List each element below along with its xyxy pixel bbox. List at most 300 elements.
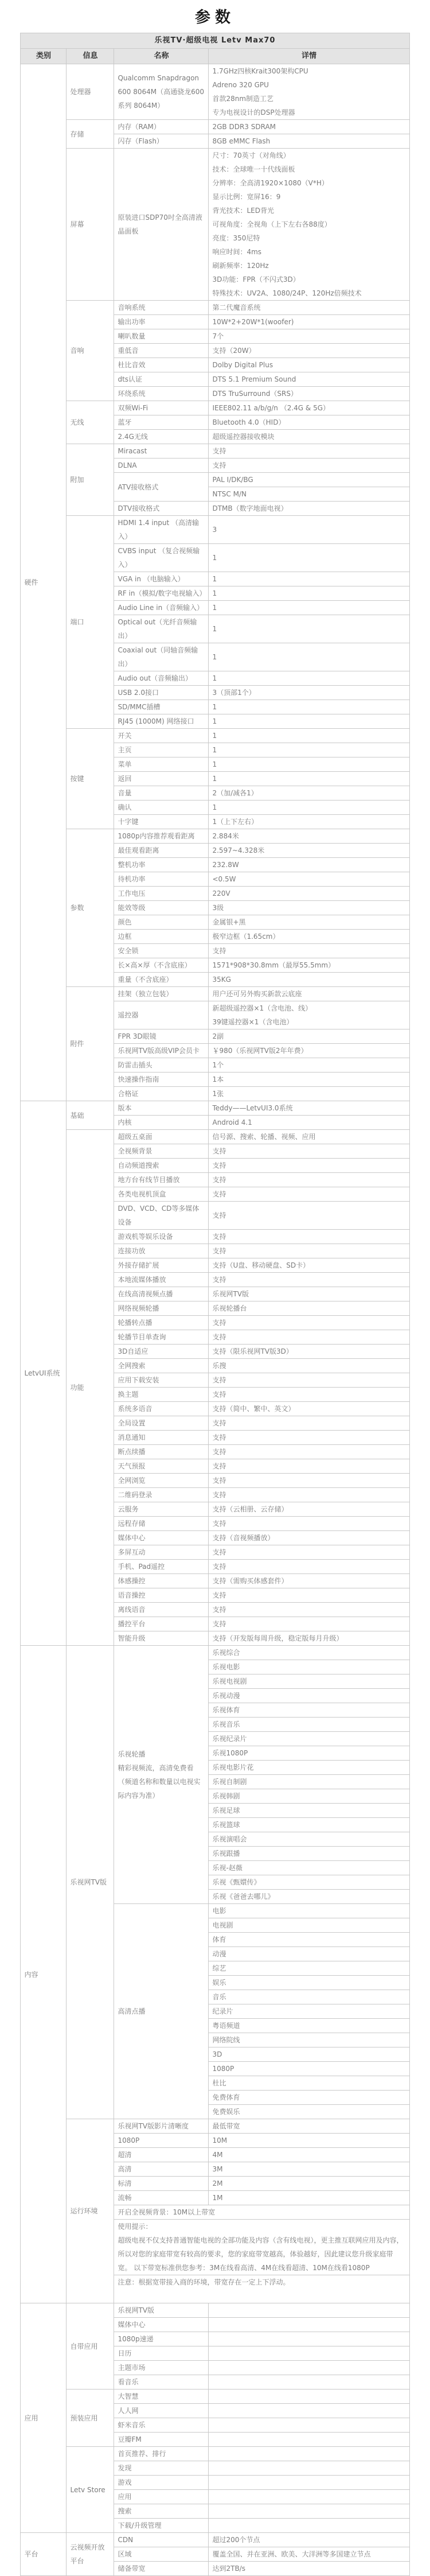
text-line: 乐视自制剧 — [212, 1778, 247, 1786]
spec-name-cell — [114, 987, 209, 1001]
text-line: 乐视网TV版 — [212, 1290, 249, 1298]
text-line: 音响 — [70, 347, 84, 355]
spec-name-cell — [114, 700, 209, 714]
text-line: 支持 — [212, 1491, 226, 1499]
product-title: 乐视TV·超级电视 Letv Max70 — [21, 33, 409, 49]
text-line: 本地流媒体播放 — [118, 1276, 166, 1284]
spec-detail-cell — [209, 1588, 409, 1603]
table-row — [21, 444, 409, 459]
text-line: 娱乐 — [212, 1979, 226, 1987]
table-row — [21, 829, 409, 844]
spec-name-cell — [114, 2389, 209, 2404]
spec-detail-cell — [209, 1689, 409, 1703]
text-line: 1 — [212, 760, 217, 768]
spec-detail-cell — [209, 1273, 409, 1287]
spec-detail-cell — [209, 401, 409, 415]
text-line: 2（加/减各1） — [212, 789, 258, 797]
spec-detail-cell — [209, 1804, 409, 1818]
text-line: 流畅 — [118, 2194, 132, 2202]
text-line: Bluetooth 4.0（HID） — [212, 418, 286, 426]
spec-detail-cell — [209, 973, 409, 987]
text-line: 整机功率 — [118, 861, 146, 869]
spec-name-cell — [114, 2418, 209, 2433]
text-line: 2M — [212, 2179, 223, 2188]
text-line: 乐搜 — [212, 1362, 226, 1370]
spec-detail-cell — [209, 901, 409, 915]
spec-detail-cell — [209, 1001, 409, 1029]
spec-name-cell — [114, 801, 209, 815]
table-row — [21, 2447, 409, 2461]
text-line: 云服务 — [118, 1505, 139, 1513]
spec-name-cell — [114, 2361, 209, 2375]
spec-name-cell — [114, 473, 209, 502]
spec-detail-cell — [209, 2119, 409, 2134]
spec-name-cell — [114, 1345, 209, 1359]
spec-detail-cell — [209, 1258, 409, 1273]
text-line: 游戏机等娱乐设备 — [118, 1233, 173, 1241]
text-line: 运行环境 — [70, 2207, 98, 2215]
text-line: 音量 — [118, 789, 132, 797]
spec-detail-cell — [209, 1474, 409, 1488]
text-line: （频道名称和数量以电视实 — [118, 1777, 201, 1786]
text-line: Coaxial out（同轴音频输出） — [118, 646, 198, 668]
text-line: Teddy——LetvUI3.0系统 — [212, 1104, 293, 1112]
spec-detail-cell — [209, 1230, 409, 1244]
spec-detail-cell — [209, 1044, 409, 1058]
text-line: 杜比音效 — [118, 361, 146, 369]
spec-detail-cell — [209, 801, 409, 815]
spec-name-cell — [114, 2119, 209, 2134]
text-line: 菜单 — [118, 760, 132, 768]
spec-detail-cell — [209, 1087, 409, 1101]
text-line: 1080P — [212, 2065, 234, 2073]
text-line: 按键 — [70, 775, 84, 783]
spec-name-cell — [114, 1187, 209, 1202]
text-line: Adreno 320 GPU — [212, 81, 269, 89]
spec-name-cell — [114, 134, 209, 149]
text-line: 能效等级 — [118, 904, 146, 912]
text-line: 应用下载安装 — [118, 1376, 159, 1384]
text-line: 音乐 — [212, 1993, 226, 2001]
spec-detail-cell — [209, 459, 409, 473]
spec-name-cell — [114, 1431, 209, 1445]
spec-name-cell — [114, 1416, 209, 1431]
text-line: 媒体中心 — [118, 1534, 146, 1542]
spec-detail-cell — [209, 987, 409, 1001]
text-line: 支持 — [212, 947, 226, 955]
spec-detail-cell — [209, 2433, 409, 2447]
category-cell — [21, 1101, 67, 1646]
spec-detail-cell — [209, 586, 409, 601]
text-line: 语音操控 — [118, 1591, 146, 1599]
text-line: NTSC M/N — [212, 490, 247, 498]
spec-name-cell — [114, 671, 209, 686]
text-line: 免费体育 — [212, 2093, 240, 2101]
spec-detail-cell — [209, 2346, 409, 2361]
spec-detail-cell — [209, 64, 409, 120]
spec-name-cell — [114, 615, 209, 643]
text-line: 体育 — [212, 1936, 226, 1944]
spec-detail-cell — [209, 2318, 409, 2332]
text-line: 8GB eMMC Flash — [212, 137, 271, 145]
text-line: 专为电视设计的DSP处理器 — [212, 108, 295, 116]
spec-name-cell — [114, 64, 209, 120]
text-line: 主页 — [118, 746, 132, 754]
spec-name-cell — [114, 1488, 209, 1502]
text-line: USB 2.0接口 — [118, 689, 159, 697]
text-line: 自动频道搜索 — [118, 1161, 159, 1170]
text-line: 3（顶部1个） — [212, 689, 256, 697]
spec-detail-cell — [209, 502, 409, 516]
column-header-info: 信息 — [67, 49, 114, 64]
spec-detail-cell — [209, 1961, 409, 1976]
spec-detail-cell — [209, 2105, 409, 2119]
text-line: 电视剧 — [212, 1921, 233, 1929]
spec-detail-cell — [209, 1746, 409, 1761]
text-line: 乐视电影片花 — [212, 1763, 254, 1771]
text-line: 边框 — [118, 933, 132, 941]
text-line: 环绕系统 — [118, 390, 146, 398]
spec-detail-cell — [209, 1187, 409, 1202]
text-line: 附件 — [70, 1040, 84, 1048]
text-line: 全局设置 — [118, 1419, 146, 1427]
spec-name-cell — [114, 2134, 209, 2148]
text-line: 乐视-赵薇 — [212, 1864, 243, 1872]
text-line: 重低音 — [118, 347, 139, 355]
spec-detail-cell — [209, 1202, 409, 1230]
column-header-name: 名称 — [114, 49, 209, 64]
spec-detail-cell — [209, 1646, 409, 1660]
text-line: 乐视音乐 — [212, 1720, 240, 1728]
text-line: 达到2TB/s — [212, 2565, 245, 2573]
spec-name-cell — [114, 1202, 209, 1230]
spec-name-cell — [114, 1244, 209, 1258]
spec-detail-cell — [209, 1517, 409, 1531]
text-line: 1 — [212, 803, 217, 811]
spec-name-cell — [114, 872, 209, 887]
text-line: 智能升级 — [118, 1634, 146, 1642]
text-line: 无线 — [70, 418, 84, 426]
text-line: 喇叭数量 — [118, 332, 146, 340]
table-row — [21, 401, 409, 415]
spec-detail-cell — [209, 1718, 409, 1732]
spec-detail-cell — [209, 2191, 409, 2205]
text-line: 离线语音 — [118, 1606, 146, 1614]
spec-name-cell — [114, 1517, 209, 1531]
spec-name-cell — [114, 1904, 209, 2119]
spec-detail-cell — [209, 1373, 409, 1388]
spec-detail-cell — [209, 1818, 409, 1832]
text-line: 快速操作指南 — [118, 1075, 159, 1083]
spec-detail-cell — [209, 329, 409, 344]
spec-name-cell — [114, 315, 209, 329]
spec-name-cell — [114, 2504, 209, 2519]
text-line — [212, 2404, 405, 2418]
text-line — [212, 2447, 405, 2461]
text-line: 支持（U盘、移动硬盘、SD卡） — [212, 1261, 310, 1269]
text-line: 高清 — [118, 2165, 132, 2173]
text-line: IEEE802.11 a/b/g/n （2.4G & 5G） — [212, 404, 330, 412]
text-line: 颜色 — [118, 918, 132, 926]
text-line — [212, 2346, 405, 2360]
text-line: 首页推荐、排行 — [118, 2450, 166, 2458]
spec-detail-cell — [209, 1359, 409, 1373]
text-line: 内存（RAM） — [118, 123, 161, 131]
spec-name-cell — [114, 973, 209, 987]
text-line: DLNA — [118, 461, 137, 469]
spec-detail-cell — [209, 944, 409, 958]
text-line: 粤语频道 — [212, 2022, 240, 2030]
spec-detail-cell — [209, 1402, 409, 1416]
spec-name-cell — [114, 901, 209, 915]
spec-name-cell — [114, 944, 209, 958]
column-header-category: 类别 — [21, 49, 67, 64]
spec-detail-cell — [209, 1345, 409, 1359]
spec-detail-cell — [209, 1287, 409, 1301]
spec-detail-cell — [209, 815, 409, 829]
spec-name-cell — [114, 844, 209, 858]
text-line: 2副 — [212, 1032, 224, 1040]
text-line: CDN — [118, 2536, 134, 2544]
spec-detail-cell — [209, 1159, 409, 1173]
spec-name-cell — [114, 516, 209, 544]
spec-detail-cell — [209, 1847, 409, 1861]
text-line: 7个 — [212, 332, 224, 340]
category-cell — [21, 1646, 67, 2303]
spec-detail-cell — [209, 1875, 409, 1890]
spec-name-cell — [114, 1116, 209, 1130]
text-line: Android 4.1 — [212, 1118, 252, 1126]
info-cell — [67, 444, 114, 516]
spec-detail-cell — [209, 1301, 409, 1316]
text-line: dts认证 — [118, 375, 143, 383]
text-line: 支持（云相册、云存储） — [212, 1505, 288, 1513]
spec-detail-cell — [209, 1660, 409, 1674]
text-line: 标清 — [118, 2179, 132, 2188]
table-row — [21, 987, 409, 1001]
spec-detail-cell — [209, 1531, 409, 1545]
spec-detail-cell — [209, 1703, 409, 1718]
text-line: 杜比 — [212, 2079, 226, 2087]
spec-name-cell — [114, 858, 209, 872]
text-line: VGA in （电脑输入） — [118, 575, 185, 583]
full-width-cell — [114, 2220, 409, 2275]
spec-detail-cell — [209, 1101, 409, 1116]
spec-name-cell — [114, 2162, 209, 2177]
info-cell — [67, 2447, 114, 2533]
info-cell — [67, 729, 114, 829]
text-line: 信号源、搜索、轮播、视频、应用 — [212, 1133, 316, 1141]
text-line: 1张 — [212, 1090, 224, 1098]
spec-detail-cell — [209, 415, 409, 430]
text-line: 10M — [212, 2136, 228, 2144]
spec-detail-cell — [209, 1674, 409, 1689]
text-line: <0.5W — [212, 875, 236, 883]
spec-name-cell — [114, 1603, 209, 1617]
info-cell — [67, 2533, 114, 2576]
text-line: 体感操控 — [118, 1577, 146, 1585]
text-line: 显示比例：宽屏16：9 — [212, 193, 281, 201]
spec-name-cell — [114, 149, 209, 301]
table-row — [21, 2533, 409, 2547]
text-line: 1 — [212, 653, 217, 661]
text-line: 1 — [212, 674, 217, 682]
spec-detail-cell — [209, 601, 409, 615]
text-line — [212, 2519, 405, 2532]
text-line: 乐视动漫 — [212, 1692, 240, 1700]
spec-name-cell — [114, 301, 209, 315]
text-line: 乐视1080P — [212, 1749, 248, 1757]
text-line: 1 — [212, 575, 217, 583]
text-line: 1 — [212, 703, 217, 711]
table-row — [21, 64, 409, 120]
full-width-cell — [114, 2275, 409, 2303]
text-line: 搜索 — [118, 2507, 132, 2515]
text-line: 232.8W — [212, 861, 239, 869]
text-line: 处理器 — [70, 88, 91, 96]
text-line: 音响系统 — [118, 304, 146, 312]
text-line: 播控平台 — [118, 1620, 146, 1628]
text-line — [212, 2433, 405, 2446]
text-line: Audio out（音频输出） — [118, 674, 193, 682]
spec-name-cell — [114, 786, 209, 801]
text-line: 乐视纪录片 — [212, 1735, 247, 1743]
spec-name-cell — [114, 1273, 209, 1287]
table-row — [21, 149, 409, 301]
spec-detail-cell — [209, 844, 409, 858]
text-line: 注意：根据宽带接入商的环境，带宽存在一定上下浮动。 — [118, 2278, 290, 2286]
spec-detail-cell — [209, 2562, 409, 2576]
spec-name-cell — [114, 1588, 209, 1603]
spec-detail-cell — [209, 315, 409, 329]
info-cell — [67, 301, 114, 401]
spec-name-cell — [114, 829, 209, 844]
spec-name-cell — [114, 601, 209, 615]
text-line: 乐视电视剧 — [212, 1677, 247, 1685]
text-line — [212, 2303, 405, 2317]
text-line — [118, 2289, 405, 2303]
text-line: 乐视综合 — [212, 1649, 240, 1657]
text-line: 乐视演唱会 — [212, 1835, 247, 1843]
spec-detail-cell — [209, 2490, 409, 2504]
text-line: 3D自适应 — [118, 1347, 148, 1355]
full-width-cell — [114, 2205, 409, 2220]
text-line: 支持 — [212, 1591, 226, 1599]
text-line: 电影 — [212, 1907, 226, 1915]
spec-detail-cell — [209, 2019, 409, 2033]
text-line: 技术：全球唯一十代线面板 — [212, 165, 295, 173]
text-line: 发现 — [118, 2464, 132, 2472]
spec-name-cell — [114, 1258, 209, 1273]
text-line — [212, 2476, 405, 2489]
table-row — [21, 301, 409, 315]
spec-name-cell — [114, 1001, 209, 1029]
text-line: 防雷击插头 — [118, 1061, 153, 1069]
text-line: 系统多语音 — [118, 1405, 153, 1413]
spec-name-cell — [114, 459, 209, 473]
text-line: 2.597~4.328米 — [212, 846, 265, 854]
text-line: 待机功率 — [118, 875, 146, 883]
text-line: 超级五桌面 — [118, 1133, 153, 1141]
spec-detail-cell — [209, 2519, 409, 2533]
text-line: 连接功放 — [118, 1247, 146, 1255]
text-line: 长×高×厚（不含底座） — [118, 961, 191, 969]
spec-detail-cell — [209, 1545, 409, 1560]
spec-detail-cell — [209, 2062, 409, 2076]
text-line: 39键遥控器×1（含电池） — [212, 1018, 294, 1026]
text-line: 虾米音乐 — [118, 2421, 146, 2429]
text-line: 支持 — [212, 1433, 226, 1442]
text-line: 支持 — [212, 1319, 226, 1327]
spec-detail-cell — [209, 2004, 409, 2019]
spec-detail-cell — [209, 2076, 409, 2091]
spec-name-cell — [114, 502, 209, 516]
text-line: 1080p速递 — [118, 2335, 154, 2343]
text-line: 网络视频轮播 — [118, 1304, 159, 1312]
spec-detail-cell — [209, 2533, 409, 2547]
spec-name-cell — [114, 1359, 209, 1373]
spec-name-cell — [114, 1087, 209, 1101]
text-line: 特殊技术：UV2A、1080/24P、120Hz倍频技术 — [212, 289, 362, 297]
spec-detail-cell — [209, 2134, 409, 2148]
spec-name-cell — [114, 444, 209, 459]
text-line: 支持 — [212, 1276, 226, 1284]
spec-detail-cell — [209, 671, 409, 686]
spec-name-cell — [114, 344, 209, 358]
text-line: 支持 — [212, 1620, 226, 1628]
spec-detail-cell — [209, 1431, 409, 1445]
text-line: 支持 — [212, 1606, 226, 1614]
text-line: 乐视网TV版高级VIP会员卡 — [118, 1047, 200, 1055]
spec-name-cell — [114, 1058, 209, 1073]
spec-detail-cell — [209, 1488, 409, 1502]
text-line: 屏幕 — [70, 220, 84, 228]
spec-name-cell — [114, 815, 209, 829]
text-line: 全网浏览 — [118, 1477, 146, 1485]
info-cell — [67, 2303, 114, 2389]
text-line: 用户还可另外购买新款云底座 — [212, 990, 302, 998]
spec-name-cell — [114, 2433, 209, 2447]
text-line: 版本 — [118, 1104, 132, 1112]
table-row — [21, 516, 409, 544]
spec-detail-cell — [209, 1244, 409, 1258]
spec-name-cell — [114, 1474, 209, 1488]
spec-detail-cell — [209, 1918, 409, 1933]
spec-name-cell — [114, 2476, 209, 2490]
spec-detail-cell — [209, 1058, 409, 1073]
info-cell — [67, 120, 114, 149]
category-cell — [21, 2533, 67, 2576]
text-line: 内容 — [24, 1970, 38, 1979]
text-line: 平台 — [24, 2550, 38, 2558]
text-line: 支持 — [212, 1376, 226, 1384]
spec-detail-cell — [209, 2461, 409, 2476]
spec-detail-cell — [209, 387, 409, 401]
spec-name-cell — [114, 2148, 209, 2162]
spec-name-cell — [114, 1617, 209, 1631]
text-line: 支持 — [212, 1176, 226, 1184]
spec-name-cell — [114, 120, 209, 134]
text-line: 乐视轮播 — [118, 1750, 146, 1758]
table-row — [21, 2119, 409, 2134]
table-row — [21, 1130, 409, 1144]
spec-detail-cell — [209, 1416, 409, 1431]
spec-name-cell — [114, 686, 209, 700]
spec-name-cell — [114, 1646, 209, 1904]
spec-detail-cell — [209, 615, 409, 643]
table-row — [21, 1101, 409, 1116]
spec-detail-cell — [209, 1560, 409, 1574]
